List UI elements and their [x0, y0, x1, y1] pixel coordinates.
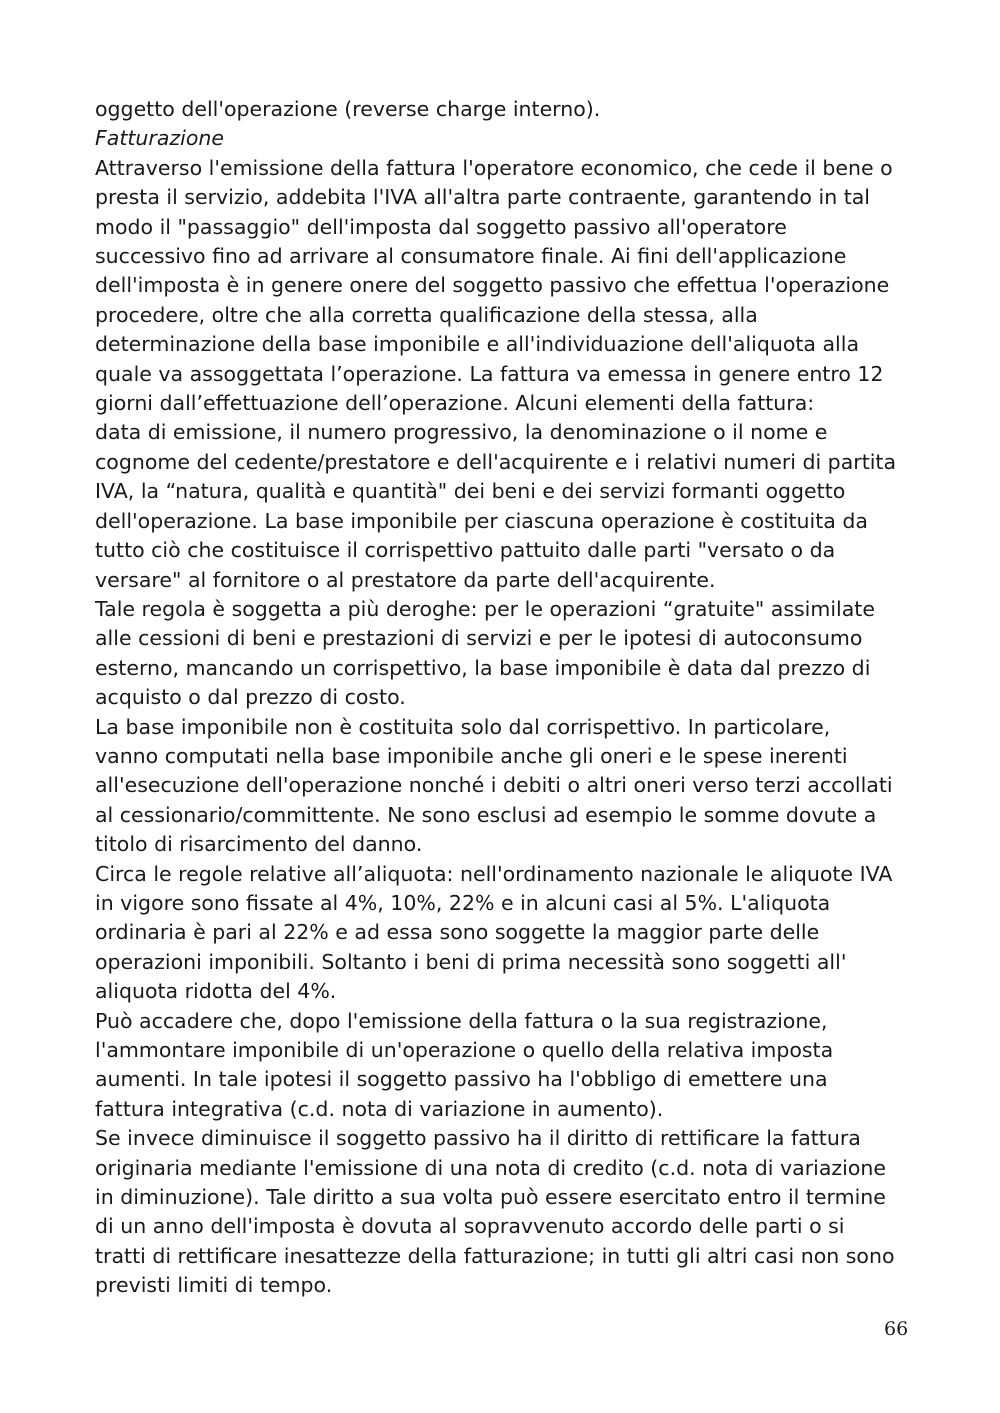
text-line: ordinaria è pari al 22% e ad essa sono soggette la maggior parte delle — [95, 920, 820, 945]
text-line: previsti limiti di tempo. — [95, 1273, 333, 1298]
text-line: tratti di rettificare inesattezze della fatturazione; in tutti gli altri casi non sono — [95, 1243, 895, 1268]
text-line: Tale regola è soggetta a più deroghe: per le operazioni “gratuite" assimilate — [95, 596, 875, 621]
text-line: aumenti. In tale ipotesi il soggetto passivo ha l'obbligo di emettere una — [95, 1067, 828, 1092]
text-line: dell'imposta è in genere onere del soggetto passivo che effettua l'operazione — [95, 273, 890, 298]
text-line: La base imponibile non è costituita solo dal corrispettivo. In particolare, — [95, 714, 831, 739]
text-line: Se invece diminuisce il soggetto passivo ha il diritto di rettificare la fattura — [95, 1126, 861, 1151]
text-line: Attraverso l'emissione della fattura l'operatore economico, che cede il bene o — [95, 155, 893, 180]
text-line: Può accadere che, dopo l'emissione della fattura o la sua registrazione, — [95, 1008, 828, 1033]
text-line: giorni dall’effettuazione dell’operazione. Alcuni elementi della fattura: — [95, 391, 815, 416]
text-line: oggetto dell'operazione (reverse charge interno). — [95, 97, 601, 121]
text-line: determinazione della base imponibile e all'individuazione dell'aliquota alla — [95, 332, 860, 357]
text-line: Circa le regole relative all’aliquota: nell'ordinamento nazionale le aliquote IVA — [95, 861, 893, 886]
text-line: al cessionario/committente. Ne sono esclusi ad esempio le somme dovute a — [95, 802, 877, 827]
text-line: in diminuzione). Tale diritto a sua volta può essere esercitato entro il termine — [95, 1185, 886, 1210]
text-line: modo il "passaggio" dell'imposta dal soggetto passivo all'operatore — [95, 214, 787, 239]
text-line: data di emissione, il numero progressivo, la denominazione o il nome e — [95, 420, 828, 445]
section-heading-fatturazione: Fatturazione — [95, 126, 225, 151]
text-line: operazioni imponibili. Soltanto i beni di prima necessità sono soggetti all' — [95, 949, 847, 974]
text-line: fattura integrativa (c.d. nota di variazione in aumento). — [95, 1096, 664, 1121]
text-line: l'ammontare imponibile di un'operazione o quello della relativa imposta — [95, 1038, 834, 1062]
text-line: procedere, oltre che alla corretta qualificazione della stessa, alla — [95, 302, 758, 327]
text-line: originaria mediante l'emissione di una nota di credito (c.d. nota di variazione — [95, 1155, 886, 1180]
text-line: vanno computati nella base imponibile anche gli oneri e le spese inerenti — [95, 743, 848, 768]
body-text — [95, 95, 915, 1301]
text-line: versare" al fornitore o al prestatore da parte dell'acquirente. — [95, 567, 716, 592]
text-line: presta il servizio, addebita l'IVA all'altra parte contraente, garantendo in tal — [95, 185, 870, 210]
text-line: esterno, mancando un corrispettivo, la base imponibile è data dal prezzo di — [95, 655, 871, 680]
text-line: alle cessioni di beni e prestazioni di servizi e per le ipotesi di autoconsumo — [95, 626, 863, 651]
text-line: quale va assoggettata l’operazione. La fattura va emessa in genere entro 12 — [95, 361, 884, 386]
text-line: titolo di risarcimento del danno. — [95, 832, 423, 857]
text-line: all'esecuzione dell'operazione nonché i debiti o altri oneri verso terzi accollati — [95, 773, 893, 798]
text-line: tutto ciò che costituisce il corrispettivo pattuito dalle parti "versato o da — [95, 538, 836, 563]
text-line: dell'operazione. La base imponibile per ciascuna operazione è costituita da — [95, 508, 868, 533]
text-line: IVA, la “natura, qualità e quantità" dei beni e dei servizi formanti oggetto — [95, 479, 846, 504]
text-line: in vigore sono fissate al 4%, 10%, 22% e in alcuni casi al 5%. L'aliquota — [95, 890, 831, 915]
page-number: 66 — [884, 1318, 909, 1340]
text-line: cognome del cedente/prestatore e dell'acquirente e i relativi numeri di partita — [95, 449, 897, 474]
text-line: successivo fino ad arrivare al consumatore finale. Ai fini dell'applicazione — [95, 244, 847, 269]
text-line: aliquota ridotta del 4%. — [95, 979, 337, 1004]
text-line: acquisto o dal prezzo di costo. — [95, 685, 406, 710]
text-line: di un anno dell'imposta è dovuta al sopravvenuto accordo delle parti o si — [95, 1214, 845, 1239]
